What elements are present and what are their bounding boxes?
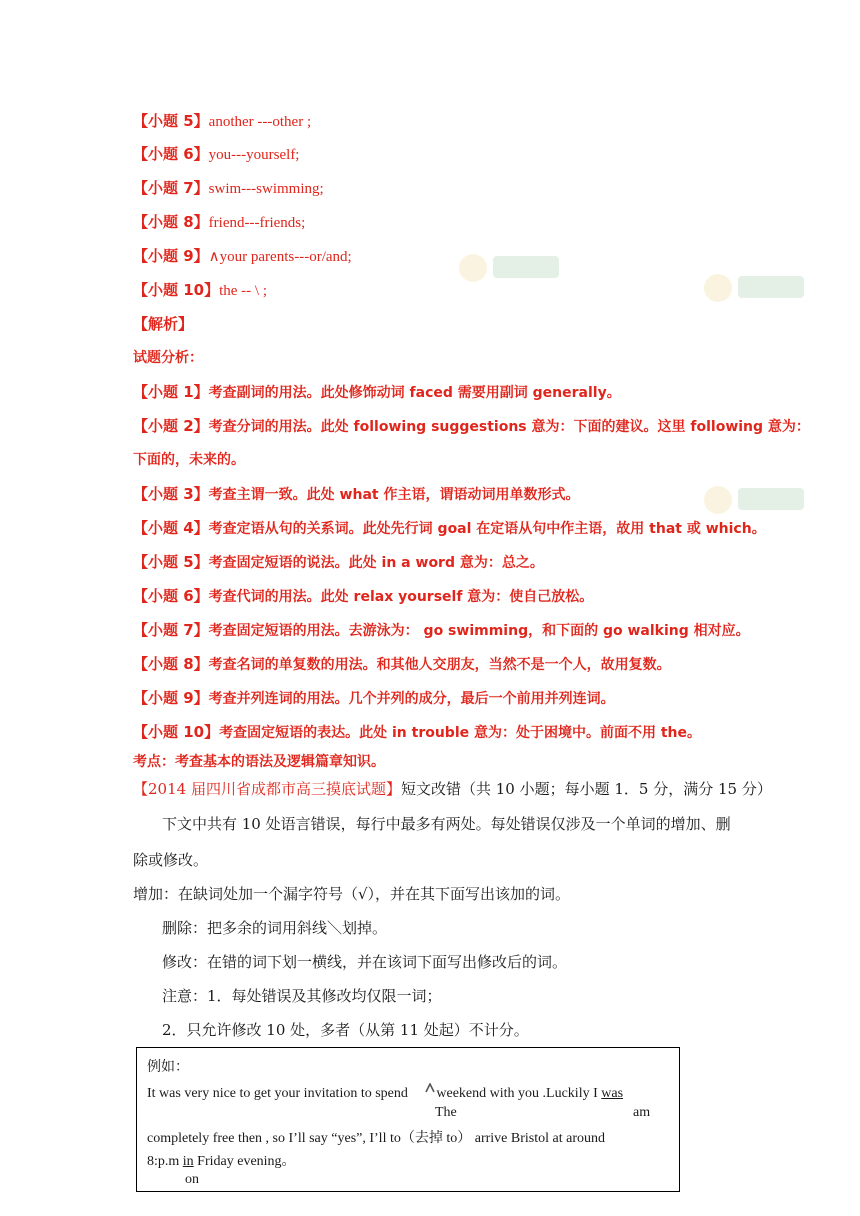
- example-line-4: 8:p.m in Friday evening。: [147, 1154, 296, 1169]
- answer-9: 【小题 9】∧your parents---or/and;: [133, 247, 352, 265]
- example-correction-am: am: [633, 1105, 651, 1120]
- instruction-p1-cont: 除或修改。: [133, 851, 209, 869]
- answer-8: 【小题 8】friend---friends;: [133, 213, 306, 231]
- instruction-add: 增加：在缺词处加一个漏字符号（√），并在其下面写出该加的词。: [133, 885, 571, 903]
- instruction-delete: 删除：把多余的词用斜线＼划掉。: [162, 919, 388, 937]
- analysis-10: 【小题 10】考查固定短语的表达。此处 in trouble 意为：处于困境中。前面不用 the。: [133, 723, 702, 741]
- analysis-2: 【小题 2】考查分词的用法。此处 following suggestions 意为：下面的建议。这里 following 意为：: [133, 417, 810, 435]
- example-line-3: completely free then , so I’ll say “yes”, I’ll to（去掉 to） arrive Bristol at around: [147, 1131, 605, 1146]
- caret-insert-icon: [425, 1083, 435, 1093]
- analysis-8: 【小题 8】考查名词的单复数的用法。和其他人交朋友，当然不是一个人，故用复数。: [133, 655, 671, 673]
- answer-6: 【小题 6】you---yourself;: [133, 145, 300, 163]
- example-box: [136, 1047, 680, 1192]
- analysis-9: 【小题 9】考查并列连词的用法。几个并列的成分，最后一个前用并列连词。: [133, 689, 615, 707]
- instruction-note-1: 注意：1．每处错误及其修改均仅限一词；: [162, 987, 442, 1005]
- analysis-3: 【小题 3】考查主谓一致。此处 what 作主语，谓语动词用单数形式。: [133, 485, 580, 503]
- example-line-1: It was very nice to get your invitation to spend weekend with you .Luckily I was: [147, 1083, 623, 1102]
- answer-10: 【小题 10】the -- \ ;: [133, 281, 268, 299]
- example-correction-on: on: [185, 1172, 199, 1187]
- kaodian: 考点：考查基本的语法及逻辑篇章知识。: [133, 754, 385, 770]
- underlined-in: in: [182, 1154, 194, 1169]
- underlined-was: was: [601, 1086, 624, 1101]
- jiexi-label: 【解析】: [133, 315, 194, 333]
- analysis-6: 【小题 6】考查代词的用法。此处 relax yourself 意为：使自己放松。: [133, 587, 594, 605]
- analysis-7: 【小题 7】考查固定短语的用法。去游泳为： go swimming，和下面的 go walking 相对应。: [133, 621, 750, 639]
- answer-5: 【小题 5】another ---other ;: [133, 112, 312, 130]
- analysis-label: 试题分析：: [133, 350, 203, 366]
- instruction-note-2: 2．只允许修改 10 处，多者（从第 11 处起）不计分。: [162, 1021, 529, 1039]
- answer-7: 【小题 7】swim---swimming;: [133, 179, 324, 197]
- analysis-5: 【小题 5】考查固定短语的说法。此处 in a word 意为：总之。: [133, 553, 544, 571]
- watermark-logo: [455, 238, 565, 303]
- analysis-2-cont: 下面的，未来的。: [133, 452, 245, 468]
- example-correction-the: The: [435, 1105, 457, 1120]
- instruction-p1: 下文中共有 10 处语言错误，每行中最多有两处。每处错误仅涉及一个单词的增加、删: [162, 815, 731, 833]
- instruction-modify: 修改：在错的词下划一横线，并在该词下面写出修改后的词。: [162, 953, 568, 971]
- exam-heading: [133, 778, 772, 799]
- example-label: 例如：: [147, 1059, 189, 1075]
- analysis-1: 【小题 1】考查副词的用法。此处修饰动词 faced 需要用副词 generally。: [133, 383, 621, 401]
- exam-title: 短文改错（共 10 小题；每小题 1．5 分，满分 15 分）: [400, 780, 772, 798]
- exam-source: 【2014 届四川省成都市高三摸底试题】: [133, 780, 401, 798]
- watermark-logo: [700, 258, 810, 323]
- analysis-4: 【小题 4】考查定语从句的关系词。此处先行词 goal 在定语从句中作主语，故用 that 或 which。: [133, 519, 766, 537]
